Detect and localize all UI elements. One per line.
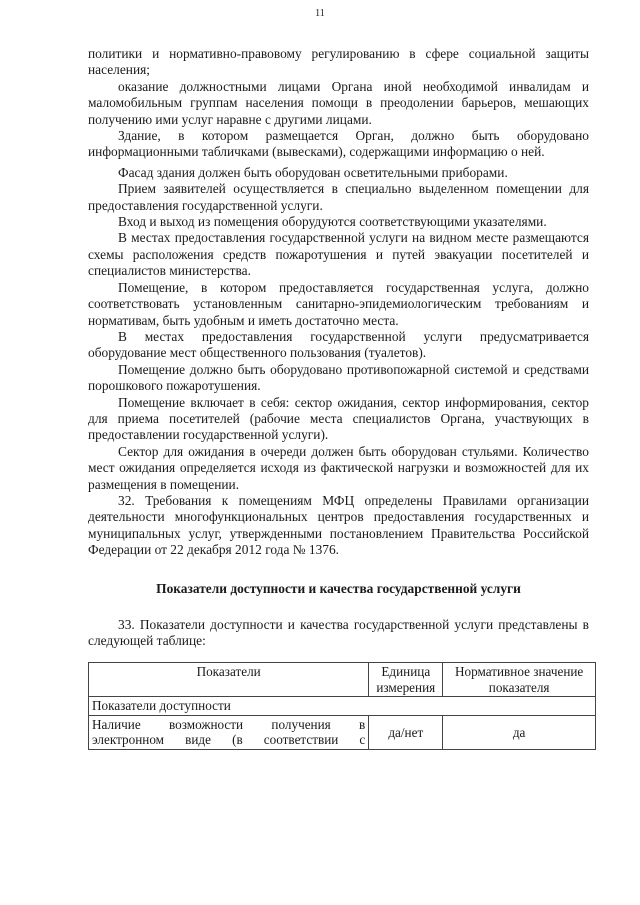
table-header-row [89,663,596,697]
paragraph: Помещение, в котором предоставляется государственная услуга, должно соответствовать установленным санитарно-эпидемиологическим требованиям и нормативам, быть удобным и иметь достаточно места. [88,279,589,328]
paragraph: Сектор для ожидания в очереди должен быть оборудован стульями. Количество мест ожидания определяется исходя из фактической нагрузки и возможностей для их размещения в помещении. [88,443,589,492]
paragraph: Прием заявителей осуществляется в специально выделенном помещении для предоставления государственной услуги. [88,181,589,213]
section-heading: Показатели доступности и качества государственной услуги [156,580,521,596]
paragraph: Фасад здания должен быть оборудован осветительными приборами. [118,164,508,180]
row-indicator-line: электронном виде (в соответствии с [92,732,366,748]
indicators-table [88,662,596,750]
paragraph: В местах предоставления государственной услуги предусматривается оборудование мест общественного пользования (туалетов). [88,328,589,361]
header-unit: Единица измерения [369,663,443,697]
paragraph: оказание должностными лицами Органа иной необходимой инвалидам и маломобильным группам населения помощи в преодолении барьеров, мешающих получению ими услуг наравне с другими лицами. [88,78,589,127]
section-intro: 33. Показатели доступности и качества государственной услуги представлены в следующей таблице: [88,616,589,648]
document-body [88,46,589,750]
header-indicators: Показатели [89,663,369,697]
paragraph: Здание, в котором размещается Орган, должно быть оборудовано информационными табличками (вывесками), содержащими информацию о ней. [88,128,589,160]
paragraph: Помещение включает в себя: сектор ожидания, сектор информирования, сектор для приема посетителей (рабочие места специалистов Органа, участвующих в предоставлении государственной услуги). [88,394,589,443]
paragraph: В местах предоставления государственной услуги на видном месте размещаются схемы расположения средств пожаротушения и путей эвакуации посетителей и специалистов министерства. [88,230,589,279]
table-row [89,715,596,749]
paragraph: Вход и выход из помещения оборудуются соответствующими указателями. [118,214,547,230]
paragraph: Помещение должно быть оборудовано противопожарной системой и средствами порошкового пожаротушения. [88,361,589,394]
row-unit: да/нет [369,715,443,749]
header-normative-value: Нормативное значение показателя [443,663,596,697]
paragraph: политики и нормативно-правовому регулированию в сфере социальной защиты населения; [88,46,589,78]
paragraph: 32. Требования к помещениям МФЦ определены Правилами организации деятельности многофункциональных центров предоставления государственных и муниципальных услуг, утвержденными постановлением Правительства Российской Федерации от 22 декабря 2012 года № 1376. [88,492,589,558]
row-value: да [443,715,596,749]
row-indicator-line: Наличие возможности получения в [92,716,366,732]
page-number: 11 [315,8,325,19]
row-indicator [89,715,369,749]
group-label: Показатели доступности [89,697,596,716]
table-group-row [89,697,596,716]
